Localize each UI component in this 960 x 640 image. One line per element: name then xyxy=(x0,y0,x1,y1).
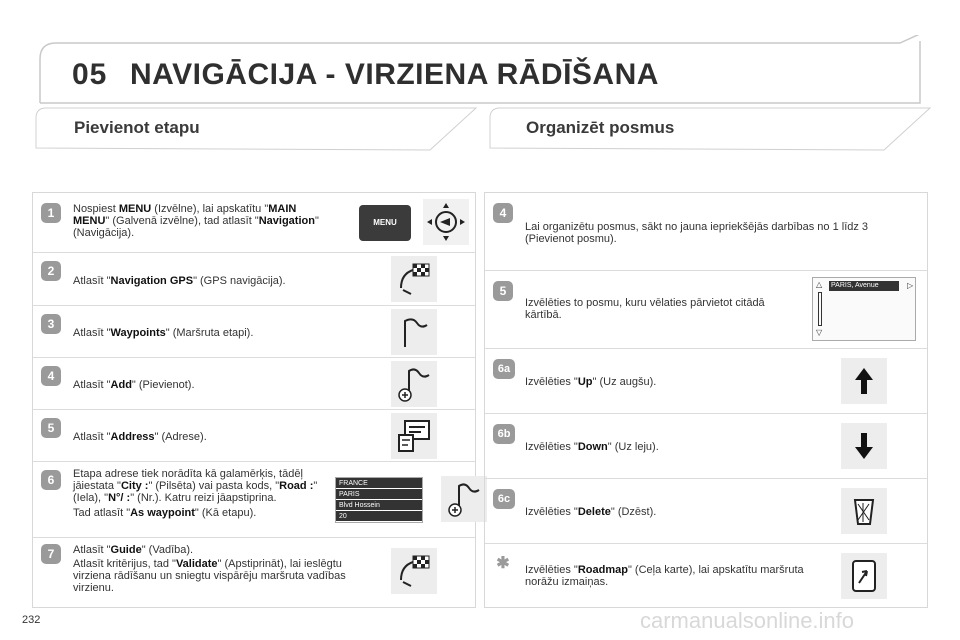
step-badge: 6b xyxy=(493,424,515,444)
step-text: Izvēlēties "Delete" (Dzēst). xyxy=(525,506,657,518)
step-text: Atlasīt "Address" (Adrese). xyxy=(73,431,207,443)
step-badge: 5 xyxy=(493,281,513,301)
step-badge: 7 xyxy=(41,544,61,564)
arrow-right-icon: ▷ xyxy=(907,281,914,290)
watermark: carmanualsonline.info xyxy=(640,608,855,633)
waypoint-list-screen-image xyxy=(812,277,916,341)
step-text: Atlasīt "Navigation GPS" (GPS navigācija). xyxy=(73,275,286,287)
screen-label: PARIS, Avenue xyxy=(829,281,899,291)
step-text: Izvēlēties to posmu, kuru vēlaties pārvietot citādā kārtībā. xyxy=(525,297,765,321)
step-text: Izvēlēties "Up" (Uz augšu). xyxy=(525,376,657,388)
step-text: Atlasīt "Add" (Pievienot). xyxy=(73,379,195,391)
address-icon xyxy=(391,413,437,459)
address-form-image xyxy=(335,477,423,523)
left-step-4 xyxy=(33,358,475,410)
step-badge: 3 xyxy=(41,314,61,334)
step-badge: 4 xyxy=(493,203,513,223)
add-waypoint-icon xyxy=(391,361,437,407)
step-badge: 6 xyxy=(41,470,61,490)
right-step-5 xyxy=(485,271,927,349)
right-step-4 xyxy=(485,193,927,271)
step-badge: 2 xyxy=(41,261,61,281)
step-text: Atlasīt "Guide" (Vadība). Atlasīt kritērijus, tad "Validate" (Apstiprināt), lai ieslēgtu virziena rādīšanu un sniegtu vispārēju maršruta vadības virzienu. xyxy=(73,544,346,594)
step-badge: 1 xyxy=(41,203,61,223)
guide-icon xyxy=(391,548,437,594)
left-section-title: Pievienot etapu xyxy=(74,118,200,137)
menu-button-image: MENU xyxy=(359,205,411,241)
right-step-6a xyxy=(485,349,927,414)
gps-navigation-icon xyxy=(391,256,437,302)
step-badge: 6a xyxy=(493,359,515,379)
scroll-down-icon: ▽ xyxy=(816,328,823,337)
form-country: FRANCE xyxy=(339,479,368,487)
left-step-6 xyxy=(33,462,475,538)
left-step-2 xyxy=(33,253,475,306)
trash-icon xyxy=(841,488,887,534)
scroll-up-icon: △ xyxy=(816,280,823,289)
form-road: Blvd Hossein xyxy=(339,501,380,509)
up-arrow-icon xyxy=(841,358,887,404)
scrollbar xyxy=(818,292,822,326)
waypoint-flag-icon xyxy=(391,309,437,355)
right-step-6c xyxy=(485,479,927,544)
left-steps-panel xyxy=(32,192,476,608)
step-text: Atlasīt "Waypoints" (Maršruta etapi). xyxy=(73,327,254,339)
left-step-1 xyxy=(33,193,475,253)
page-number: 232 xyxy=(22,614,41,626)
left-step-5 xyxy=(33,410,475,462)
step-badge: 5 xyxy=(41,418,61,438)
right-steps-panel xyxy=(484,192,928,608)
left-step-3 xyxy=(33,306,475,358)
roadmap-icon xyxy=(841,553,887,599)
page-title: NAVIGĀCIJA - VIRZIENA RĀDĪŠANA xyxy=(130,58,659,91)
star-icon: ✱ xyxy=(493,554,513,574)
navigation-dial-icon xyxy=(423,199,469,245)
form-number: 20 xyxy=(339,512,347,520)
step-text: Nospiest MENU (Izvēlne), lai apskatītu "MAIN MENU" (Galvenā izvēlne), tad atlasīt "Navigation" (Navigācija). xyxy=(73,203,319,239)
step-text: Etapa adrese tiek norādīta kā galamērķis, tādēļ jāiestata "City :" (Pilsēta) vai pasta kods, "Road :" (Iela), "N°/ :" (Nr.). Katru reizi jāapstiprina. Tad atlasīt "As waypoint" (Kā etapu). xyxy=(73,468,318,519)
left-step-7 xyxy=(33,538,475,609)
right-step-6b xyxy=(485,414,927,479)
step-badge: 6c xyxy=(493,489,515,509)
step-badge: 4 xyxy=(41,366,61,386)
right-section-title: Organizēt posmus xyxy=(526,118,675,137)
step-text: Izvēlēties "Roadmap" (Ceļa karte), lai apskatītu maršruta norāžu izmaiņas. xyxy=(525,564,804,588)
right-step-roadmap xyxy=(485,544,927,609)
form-city: PARIS xyxy=(339,490,360,498)
chapter-number: 05 xyxy=(72,58,108,91)
as-waypoint-icon xyxy=(441,476,487,522)
step-text: Izvēlēties "Down" (Uz leju). xyxy=(525,441,659,453)
down-arrow-icon xyxy=(841,423,887,469)
step-text: Lai organizētu posmus, sākt no jauna iepriekšējās darbības no 1 līdz 3 (Pievienot posmu). xyxy=(525,221,869,245)
